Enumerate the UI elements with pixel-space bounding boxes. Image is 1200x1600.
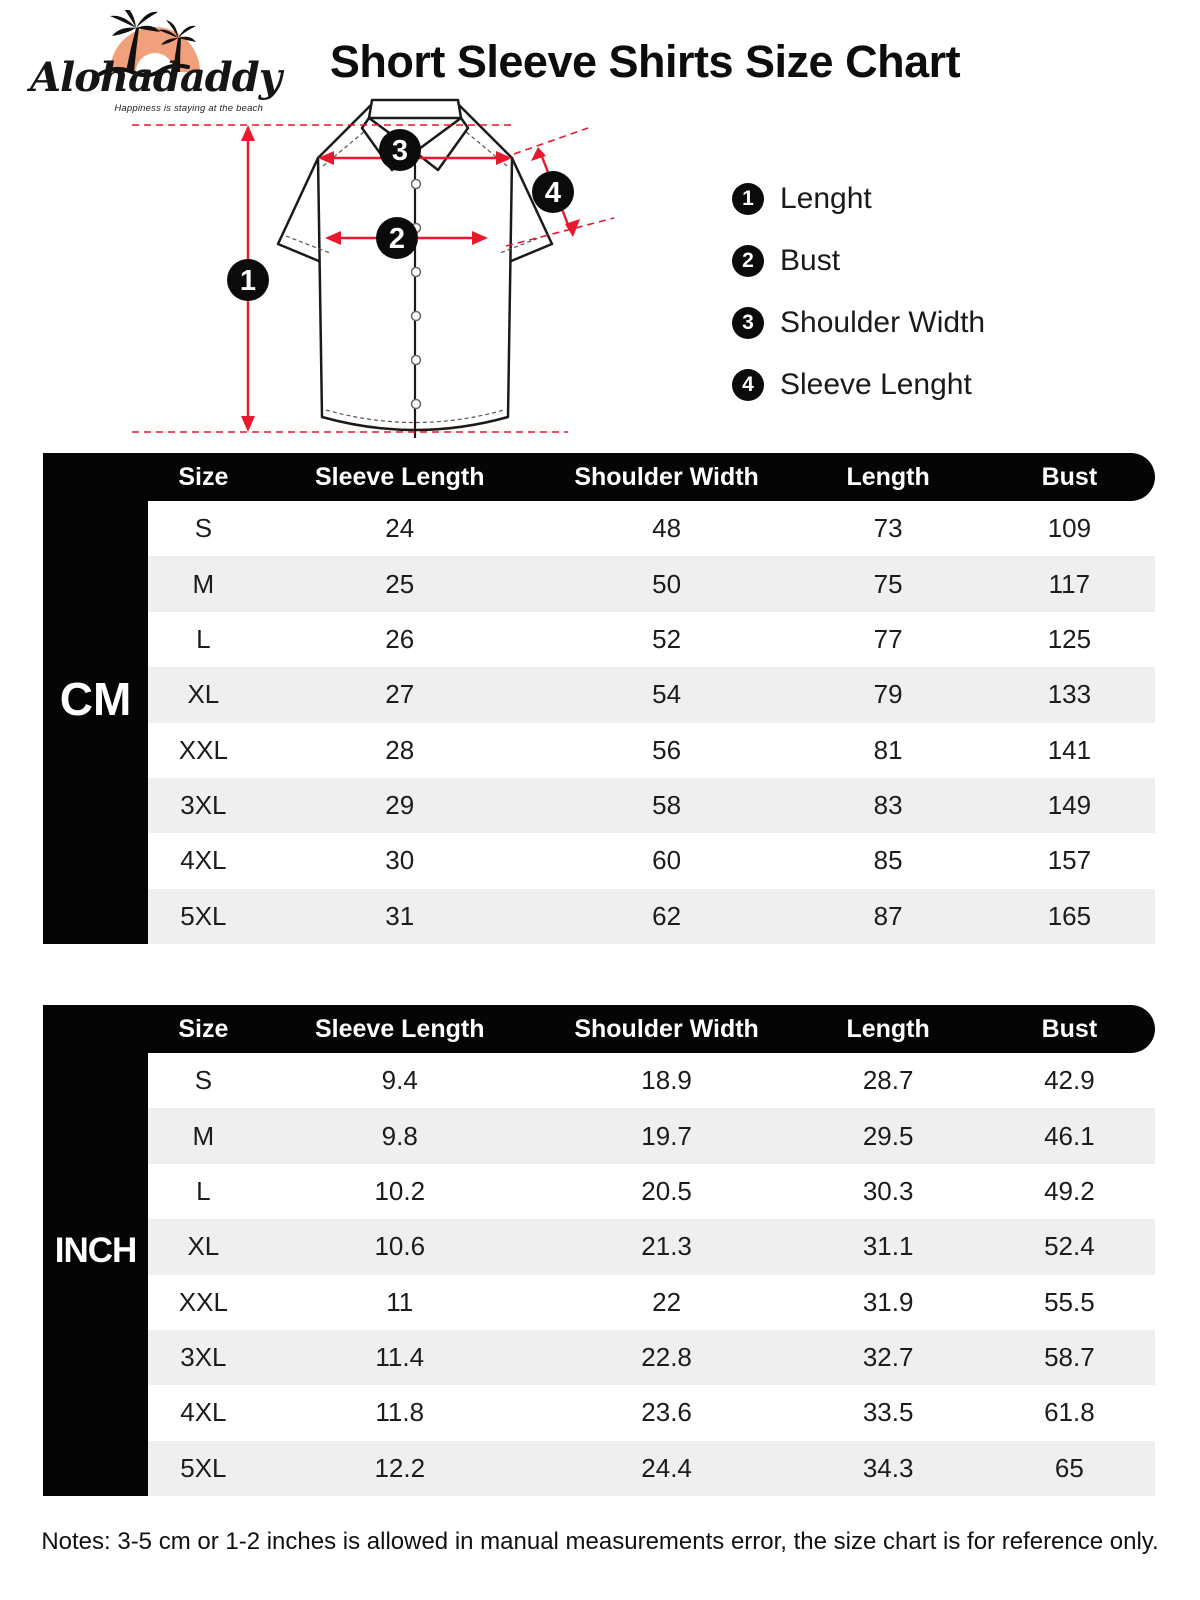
- legend-num-1: 1: [732, 183, 764, 215]
- table-cell: 29: [385, 790, 415, 821]
- table-row: [148, 1108, 1155, 1163]
- table-row: [148, 1385, 1155, 1440]
- table-row: [148, 612, 1155, 667]
- legend-item-length: [732, 182, 985, 216]
- table-cell: XXL: [178, 734, 228, 765]
- column-header: Sleeve Length: [314, 1014, 485, 1043]
- table-cell: 54: [652, 679, 682, 710]
- table-cell: L: [196, 1175, 211, 1206]
- table-cell: 9.4: [381, 1065, 418, 1096]
- legend-label-length: Lenght: [780, 182, 872, 215]
- legend-item-sleeve-length: [732, 368, 985, 402]
- table-cell: XL: [187, 679, 220, 710]
- table-row: [148, 723, 1155, 778]
- table-cell: S: [194, 1065, 213, 1096]
- table-cell: 46.1: [1044, 1120, 1095, 1151]
- table-cell: 60: [652, 845, 682, 876]
- column-header: Sleeve Length: [314, 462, 485, 491]
- table-cell: 52: [652, 623, 682, 654]
- column-header: Size: [178, 462, 229, 491]
- table-body-inch: [43, 1053, 1155, 1496]
- table-cell: 11: [386, 1286, 414, 1317]
- table-cell: 141: [1047, 734, 1092, 765]
- table-cell: 22: [652, 1286, 682, 1317]
- table-cell: 25: [385, 568, 415, 599]
- table-cell: 77: [873, 623, 903, 654]
- table-cell: 65: [1054, 1452, 1084, 1483]
- table-cell: 31.1: [862, 1231, 914, 1262]
- size-table-cm: [43, 453, 1155, 944]
- table-cell: 30.3: [862, 1175, 914, 1206]
- table-cell: 30: [385, 845, 415, 876]
- table-cell: 5XL: [180, 900, 227, 931]
- page-title: Short Sleeve Shirts Size Chart: [329, 36, 961, 87]
- table-cell: 12.2: [374, 1452, 426, 1483]
- table-cell: 49.2: [1044, 1175, 1095, 1206]
- legend-label-bust: Bust: [780, 244, 841, 277]
- table-cell: 28.7: [862, 1065, 914, 1096]
- brand-name: Alohadaddy: [30, 54, 281, 101]
- table-row: [148, 1053, 1155, 1108]
- table-cell: 33.5: [862, 1397, 914, 1428]
- table-cell: 149: [1047, 790, 1092, 821]
- table-cell: 3XL: [180, 790, 227, 821]
- table-row: [148, 556, 1155, 611]
- table-cell: 24: [385, 513, 415, 544]
- table-cell: 48: [652, 513, 682, 544]
- table-row: [148, 501, 1155, 556]
- table-header-cm: [43, 453, 1155, 501]
- column-header: Length: [846, 462, 930, 491]
- legend-item-bust: [732, 244, 985, 278]
- table-cell: 27: [385, 679, 415, 710]
- table-cell: 85: [873, 845, 903, 876]
- table-cell: XXL: [178, 1286, 228, 1317]
- table-cell: 81: [873, 734, 903, 765]
- table-cell: 73: [873, 513, 903, 544]
- table-cell: 56: [652, 734, 682, 765]
- table-body-cm: [43, 501, 1155, 944]
- table-cell: 52.4: [1044, 1231, 1095, 1262]
- column-header: Bust: [1041, 462, 1098, 491]
- table-row: [148, 889, 1155, 944]
- table-cell: L: [196, 623, 211, 654]
- table-cell: 23.6: [641, 1397, 692, 1428]
- table-cell: 22.8: [641, 1342, 692, 1373]
- table-cell: 109: [1047, 513, 1092, 544]
- measurement-legend: [732, 182, 985, 402]
- unit-label-cm: CM: [43, 453, 148, 944]
- table-cell: 11.8: [375, 1397, 425, 1428]
- table-cell: 31.9: [862, 1286, 914, 1317]
- table-cell: 3XL: [180, 1342, 227, 1373]
- table-cell: 165: [1047, 900, 1092, 931]
- table-cell: 87: [873, 900, 903, 931]
- column-header: Length: [846, 1014, 930, 1043]
- table-cell: 21.3: [641, 1231, 692, 1262]
- table-cell: 34.3: [862, 1452, 914, 1483]
- table-cell: M: [192, 568, 215, 599]
- table-cell: 18.9: [641, 1065, 692, 1096]
- unit-label-inch: INCH: [43, 1005, 148, 1496]
- table-cell: 62: [652, 900, 682, 931]
- table-row: [148, 1164, 1155, 1219]
- table-cell: 20.5: [641, 1175, 692, 1206]
- column-header: Size: [178, 1014, 229, 1043]
- table-cell: 4XL: [180, 1397, 227, 1428]
- table-row: [148, 778, 1155, 833]
- header-row: [148, 1005, 1155, 1053]
- table-row: [148, 833, 1155, 888]
- table-cell: XL: [187, 1231, 220, 1262]
- table-cell: S: [194, 513, 213, 544]
- table-cell: 28: [385, 734, 415, 765]
- header-row: [148, 453, 1155, 501]
- table-cell: 58.7: [1044, 1342, 1095, 1373]
- table-cell: 10.6: [374, 1231, 426, 1262]
- table-row: [148, 1441, 1155, 1496]
- column-header: Shoulder Width: [574, 1014, 759, 1043]
- table-cell: 58: [652, 790, 682, 821]
- table-cell: 10.2: [374, 1175, 426, 1206]
- table-cell: 31: [385, 900, 415, 931]
- measure-point-4-num: 4: [544, 177, 562, 209]
- table-cell: 157: [1047, 845, 1092, 876]
- table-cell: 42.9: [1044, 1065, 1095, 1096]
- table-row: [148, 1330, 1155, 1385]
- table-cell: 5XL: [180, 1452, 227, 1483]
- table-cell: 79: [873, 679, 903, 710]
- table-row: [148, 667, 1155, 722]
- table-row: [148, 1275, 1155, 1330]
- legend-item-shoulder-width: [732, 306, 985, 340]
- table-cell: 19.7: [641, 1120, 692, 1151]
- measure-point-1-num: 1: [239, 265, 257, 297]
- measure-point-3-num: 3: [391, 135, 409, 167]
- table-cell: 61.8: [1044, 1397, 1095, 1428]
- table-cell: 32.7: [862, 1342, 914, 1373]
- legend-label-sleeve-length: Sleeve Lenght: [780, 368, 972, 401]
- size-table-inch: [43, 1005, 1155, 1496]
- table-cell: 24.4: [641, 1452, 692, 1483]
- table-row: [148, 1219, 1155, 1274]
- table-cell: 4XL: [180, 845, 227, 876]
- table-cell: 133: [1047, 679, 1092, 710]
- legend-num-4: 4: [732, 369, 764, 401]
- table-cell: 83: [873, 790, 903, 821]
- shirt-measurement-diagram: [120, 92, 620, 452]
- legend-num-3: 3: [732, 307, 764, 339]
- table-cell: 117: [1048, 568, 1091, 599]
- brand-tagline: Happiness is staying at the beach: [114, 103, 263, 114]
- table-cell: M: [192, 1120, 215, 1151]
- table-cell: 125: [1047, 623, 1092, 654]
- table-cell: 9.8: [381, 1120, 418, 1151]
- table-cell: 50: [652, 568, 682, 599]
- table-cell: 11.4: [375, 1342, 425, 1373]
- table-cell: 55.5: [1044, 1286, 1095, 1317]
- column-header: Bust: [1041, 1014, 1098, 1043]
- legend-label-shoulder-width: Shoulder Width: [780, 306, 986, 339]
- measure-point-2-num: 2: [388, 223, 406, 255]
- table-cell: 29.5: [862, 1120, 914, 1151]
- column-header: Shoulder Width: [574, 462, 759, 491]
- table-header-inch: [43, 1005, 1155, 1053]
- measurement-note: Notes: 3-5 cm or 1-2 inches is allowed in manual measurements error, the size chart is for reference only.: [41, 1528, 1159, 1555]
- legend-num-2: 2: [732, 245, 764, 277]
- table-cell: 26: [385, 623, 415, 654]
- table-cell: 75: [873, 568, 903, 599]
